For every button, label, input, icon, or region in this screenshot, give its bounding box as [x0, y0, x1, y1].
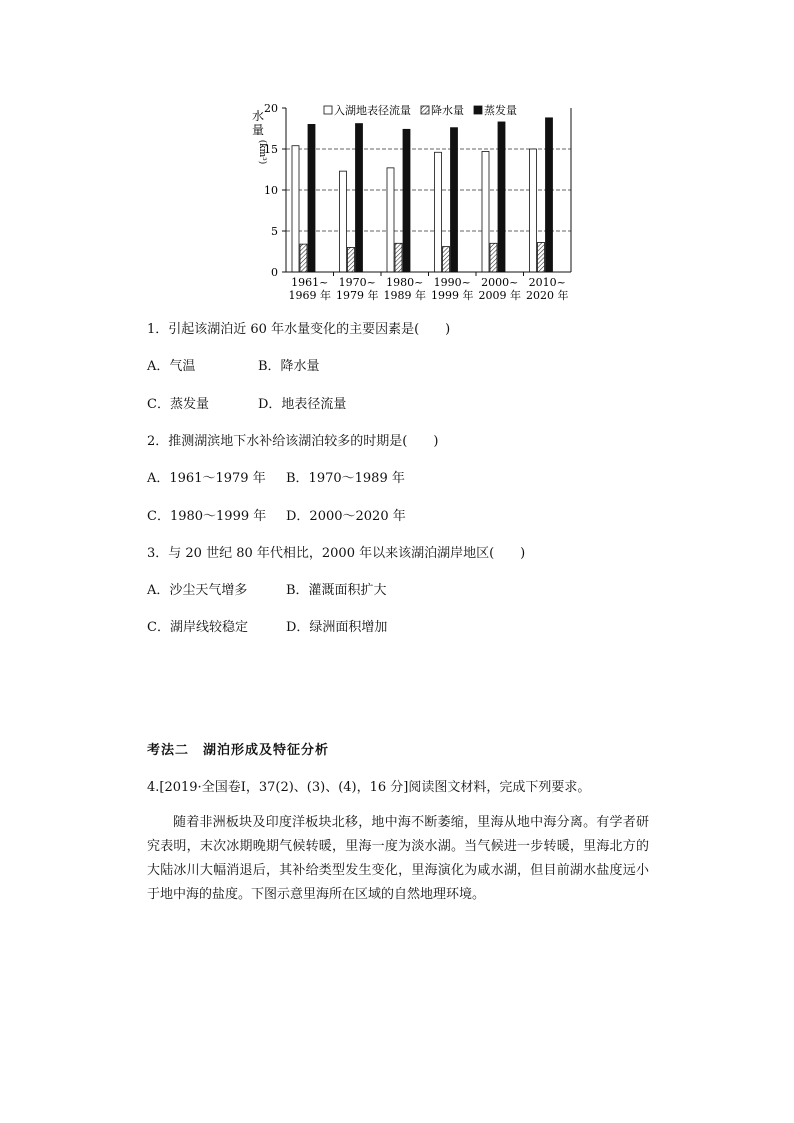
y-tick-label: 10 [264, 184, 278, 197]
y-label-char: 量 [251, 123, 265, 137]
bar-hatched-3 [443, 247, 450, 272]
question-1-option-d[interactable]: D．地表径流量 [258, 397, 347, 412]
bar-solid-3 [451, 128, 458, 272]
question-1-option-b[interactable]: B．降水量 [258, 359, 320, 374]
x-tick-label-line2: 2009 年 [478, 289, 521, 302]
legend-swatch-open [324, 106, 332, 114]
question-4-heading: 4.[2019·全国卷Ⅰ，37(2)、(3)、(4)，16 分]阅读图文材料，完成下列要求。 [147, 780, 591, 795]
legend-swatch-solid [474, 106, 482, 114]
chart-y-axis-label [252, 108, 268, 164]
chart-bars [292, 118, 553, 272]
bar-solid-5 [546, 118, 553, 272]
chart-y-ticks [264, 102, 286, 279]
x-tick-label-line1: 2000~ [481, 276, 519, 289]
question-2-option-c[interactable]: C．1980～1999 年 [147, 509, 267, 524]
question-1-stem: 1．引起该湖泊近 60 年水量变化的主要因素是( ) [147, 322, 451, 337]
question-1-options-row-2 [147, 396, 346, 414]
question-3-option-d[interactable]: D．绿洲面积增加 [286, 620, 388, 635]
water-volume-bar-chart [245, 98, 585, 308]
bar-open-4 [482, 151, 489, 272]
question-3-stem: 3．与 20 世纪 80 年代相比，2000 年以来该湖泊湖岸地区( ) [147, 546, 526, 561]
question-2-options-row-2 [147, 508, 406, 526]
x-tick-label-line2: 1979 年 [336, 289, 379, 302]
bar-solid-1 [356, 124, 363, 272]
question-3-options-row-1 [147, 582, 387, 600]
question-3-option-c[interactable]: C．湖岸线较稳定 [147, 620, 248, 635]
legend-swatch-hatched [421, 106, 429, 114]
question-3-option-a[interactable]: A．沙尘天气增多 [147, 583, 248, 598]
question-2-options-row-1 [147, 470, 405, 488]
bar-open-2 [387, 168, 394, 272]
question-2-option-d[interactable]: D．2000～2020 年 [286, 509, 406, 524]
question-1-option-a[interactable]: A．气温 [147, 359, 196, 374]
bar-solid-0 [308, 124, 315, 272]
question-2-stem: 2．推测湖滨地下水补给该湖泊较多的时期是( ) [147, 434, 439, 449]
bar-open-1 [340, 171, 347, 272]
chart-grid [286, 149, 571, 231]
section-title: 考法二 湖泊形成及特征分析 [147, 743, 330, 758]
question-2-option-b[interactable]: B．1970～1989 年 [286, 471, 405, 486]
x-tick-label-line2: 2020 年 [526, 289, 569, 302]
question-1-option-c[interactable]: C．蒸发量 [147, 397, 209, 412]
bar-solid-4 [498, 122, 505, 272]
bar-open-3 [435, 152, 442, 272]
y-label-char: 水 [251, 109, 265, 123]
bar-open-0 [292, 146, 299, 272]
y-tick-label: 0 [271, 266, 278, 279]
legend-label: 降水量 [431, 104, 464, 117]
bar-hatched-1 [348, 247, 355, 272]
bar-hatched-2 [395, 243, 402, 272]
bar-solid-2 [403, 129, 410, 272]
x-tick-label-line2: 1999 年 [431, 289, 474, 302]
y-label-unit: (km³) [257, 139, 267, 165]
y-tick-label: 15 [264, 143, 278, 156]
bar-hatched-4 [490, 243, 497, 272]
x-tick-label-line1: 1990~ [433, 276, 471, 289]
question-3-option-b[interactable]: B．灌溉面积扩大 [286, 583, 387, 598]
legend-label: 入湖地表径流量 [334, 104, 411, 117]
bar-hatched-5 [538, 242, 545, 272]
question-1-options-row-1 [147, 358, 320, 376]
x-tick-label-line1: 1970~ [338, 276, 376, 289]
chart-legend [324, 103, 517, 117]
chart-x-ticks [289, 272, 569, 302]
legend-label: 蒸发量 [484, 104, 517, 117]
x-tick-label-line1: 1980~ [386, 276, 424, 289]
x-tick-label-line1: 1961~ [291, 276, 329, 289]
question-4-material-paragraph: 随着非洲板块及印度洋板块北移，地中海不断萎缩，里海从地中海分离。有学者研究表明，末次冰期晚期气候转暖，里海一度为淡水湖。当气候进一步转暖，里海北方的大陆冰川大幅消退后，其补给类型发生变化，里海演化为咸水湖，但目前湖水盐度远小于地中海的盐度。下图示意里海所在区域的自然地理环境。 [147, 815, 649, 902]
question-2-option-a[interactable]: A．1961～1979 年 [147, 471, 266, 486]
y-tick-label: 20 [264, 102, 278, 115]
x-tick-label-line1: 2010~ [528, 276, 566, 289]
bar-hatched-0 [300, 244, 307, 272]
y-tick-label: 5 [271, 225, 278, 238]
x-tick-label-line2: 1969 年 [288, 289, 331, 302]
x-tick-label-line2: 1989 年 [383, 289, 426, 302]
bar-open-5 [530, 149, 537, 272]
question-3-options-row-2 [147, 619, 387, 637]
